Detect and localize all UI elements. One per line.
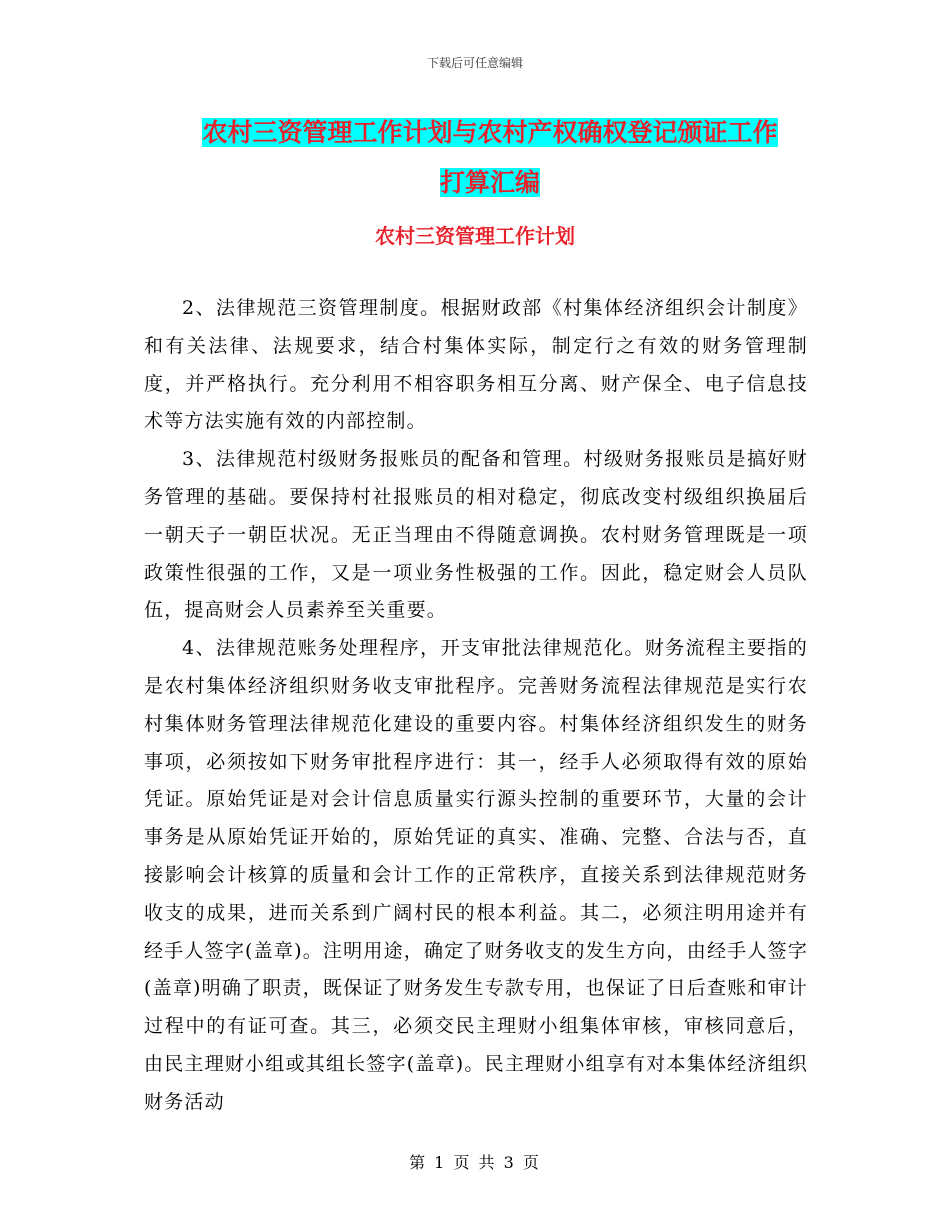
document-title-line-1: 农村三资管理工作计划与农村产权确权登记颁证工作 <box>202 118 778 147</box>
page-footer: 第 1 页 共 3 页 <box>409 1153 541 1172</box>
paragraph-1: 2、法律规范三资管理制度。根据财政部《村集体经济组织会计制度》和有关法律、法规要求，结合村集体实际，制定行之有效的财务管理制度，并严格执行。充分利用不相容职务相互分离、财产保全、电子信息技术等方法实施有效的内部控制。 <box>144 297 808 433</box>
paragraph-3: 4、法律规范账务处理程序，开支审批法律规范化。财务流程主要指的是农村集体经济组织财务收支审批程序。完善财务流程法律规范是实行农村集体财务管理法律规范化建设的重要内容。村集体经济组织发生的财务事项，必须按如下财务审批程序进行：其一，经手人必须取得有效的原始凭证。原始凭证是对会计信息质量实行源头控制的重要环节，大量的会计事务是从原始凭证开始的，原始凭证的真实、准确、完整、合法与否，直接影响会计核算的质量和会计工作的正常秩序，直接关系到法律规范财务收支的成果，进而关系到广阔村民的根本利益。其二，必须注明用途并有经手人签字(盖章)。注明用途，确定了财务收支的发生方向，由经手人签字(盖章)明确了职责，既保证了财务发生专款专用，也保证了日后查账和审计过程中的有证可查。其三，必须交民主理财小组集体审核，审核同意后，由民主理财小组或其组长签字(盖章)。民主理财小组享有对本集体经济组织财务活动 <box>144 637 808 1113</box>
document-title-line-2: 打算汇编 <box>439 168 540 197</box>
document-title <box>140 108 840 208</box>
paragraph-2: 3、法律规范村级财务报账员的配备和管理。村级财务报账员是搞好财务管理的基础。要保持村社报账员的相对稳定，彻底改变村级组织换届后一朝天子一朝臣状况。无正当理由不得随意调换。农村财务管理既是一项政策性很强的工作，又是一项业务性极强的工作。因此，稳定财会人员队伍，提高财会人员素养至关重要。 <box>144 448 808 622</box>
body-text <box>144 290 808 1122</box>
section-title: 农村三资管理工作计划 <box>375 224 575 248</box>
page-header: 下载后可任意编辑 <box>426 56 523 70</box>
